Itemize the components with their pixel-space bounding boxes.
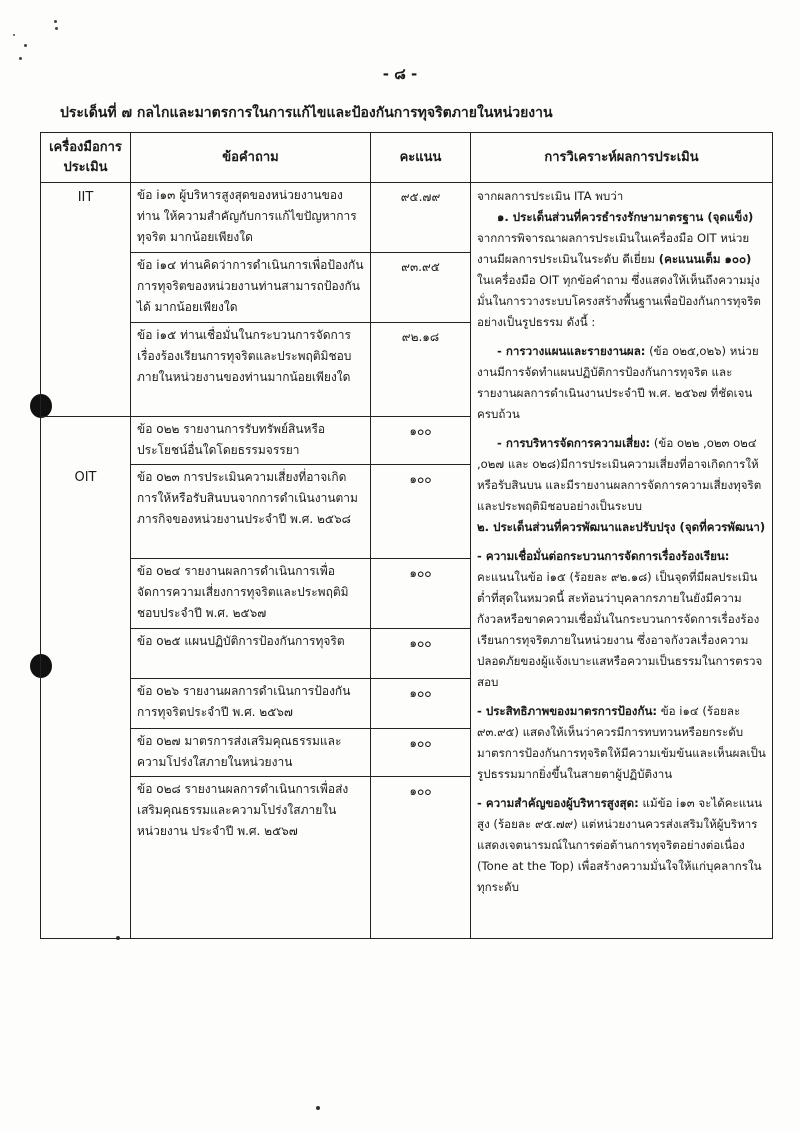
question-cell: ข้อ o๒๘ รายงานผลการดำเนินการเพื่อส่งเสริมคุณธรรมและความโปร่งใสภายในหน่วยงาน ประจำปี พ.ศ. ๒๕๖๗	[131, 777, 371, 939]
score-cell: ๑๐๐	[371, 559, 471, 629]
score-cell: ๙๒.๑๘	[371, 323, 471, 417]
strength-section	[477, 207, 766, 333]
evaluation-table	[40, 132, 773, 939]
question-cell: ข้อ i๑๔ ท่านคิดว่าการดำเนินการเพื่อป้องกันการทุจริตของหน่วยงานท่านสามารถป้องกันได้ มากน้อยเพียงใด	[131, 253, 371, 323]
scan-speck	[316, 1106, 320, 1110]
header-tool: เครื่องมือการประเมิน	[41, 133, 131, 183]
strength-title: ๑. ประเด็นส่วนที่ควรธำรงรักษามาตรฐาน (จุดแข็ง)	[497, 210, 754, 224]
bullet-planning-body: (ข้อ o๒๕,o๒๖) หน่วยงานมีการจัดทำแผนปฏิบัติการป้องกันการทุจริต และรายงานผลการดำเนินงานประจำปี พ.ศ. ๒๕๖๗ ที่ชัดเจน ครบถ้วน	[477, 344, 759, 421]
score-cell: ๑๐๐	[371, 417, 471, 465]
scan-speck	[54, 20, 57, 23]
question-cell: ข้อ o๒๓ การประเมินความเสี่ยงที่อาจเกิดการให้หรือรับสินบนจากการดำเนินงานตามภารกิจของหน่วยงานประจำปี พ.ศ. ๒๕๖๘	[131, 465, 371, 559]
score-cell: ๑๐๐	[371, 465, 471, 559]
bullet-planning	[477, 341, 766, 425]
page-number: - ๘ -	[382, 65, 418, 83]
question-cell: ข้อ i๑๕ ท่านเชื่อมั่นในกระบวนการจัดการเรื่องร้องเรียนการทุจริตและประพฤติมิชอบภายในหน่วยงานของท่านมากน้อยเพียงใด	[131, 323, 371, 417]
question-cell: ข้อ o๒๒ รายงานการรับทรัพย์สินหรือประโยชน์อื่นใดโดยธรรมจรรยา	[131, 417, 371, 465]
bullet-risk-title: - การบริหารจัดการความเสี่ยง:	[497, 436, 651, 450]
bullet-prevention-body: ข้อ i๑๔ (ร้อยละ ๙๓.๙๕) แสดงให้เห็นว่าควรมีการทบทวนหรือยกระดับมาตรการป้องกันการทุจริตให้มีความเข้มข้นและเห็นผลเป็นรูปธรรมมากยิ่งขึ้นในสายตาผู้ปฏิบัติงาน	[477, 704, 766, 781]
improve-section	[477, 517, 766, 538]
bullet-executive	[477, 793, 766, 898]
strength-body-2: ในเครื่องมือ OIT ทุกข้อคำถาม ซึ่งแสดงให้เห็นถึงความมุ่งมั่นในการวางระบบโครงสร้างพื้นฐานเพื่อป้องกันการทุจริตอย่างเป็นรูปธรรม ดังนี้ :	[477, 273, 761, 329]
scan-speck	[19, 57, 22, 60]
bullet-complaint	[477, 546, 766, 693]
scan-speck	[24, 44, 27, 47]
bullet-complaint-title: - ความเชื่อมั่นต่อกระบวนการจัดการเรื่องร้องเรียน:	[477, 549, 730, 563]
bullet-risk	[477, 433, 766, 517]
header-analysis: การวิเคราะห์ผลการประเมิน	[471, 133, 773, 183]
bullet-executive-title: - ความสำคัญของผู้บริหารสูงสุด:	[477, 796, 639, 810]
scan-speck	[55, 27, 58, 30]
section-heading: ประเด็นที่ ๗ กลไกและมาตรการในการแก้ไขและป้องกันการทุจริตภายในหน่วยงาน	[60, 105, 553, 121]
strength-body: จากการพิจารณาผลการประเมินในเครื่องมือ OIT หน่วยงานมีผลการประเมินในระดับ ดีเยี่ยม	[477, 231, 750, 266]
bullet-planning-title: - การวางแผนและรายงานผล:	[497, 344, 646, 358]
bullet-complaint-body: คะแนนในข้อ i๑๕ (ร้อยละ ๙๒.๑๘) เป็นจุดที่มีผลประเมินต่ำที่สุดในหมวดนี้ สะท้อนว่าบุคลากรภายในยังมีความกังวลหรือขาดความเชื่อมั่นในกระบวนการจัดการเรื่องร้องเรียนการทุจริตภายในหน่วยงาน ซึ่งอาจกังวลเรื่องความปลอดภัยของผู้แจ้งเบาะแสหรือความเป็นธรรมในการตรวจสอบ	[477, 570, 763, 689]
scan-speck	[13, 34, 15, 36]
strength-bold: (คะแนนเต็ม ๑๐๐)	[658, 252, 752, 266]
bullet-risk-body: (ข้อ o๒๒ ,o๒๓ o๒๔ ,o๒๗ และ o๒๘)มีการประเมินความเสี่ยงที่อาจเกิดการให้หรือรับสินบน และมีรายงานผลการจัดการความเสี่ยงทุจริตและประพฤติมิชอบอย่างเป็นระบบ	[477, 436, 762, 513]
question-cell: ข้อ o๒๗ มาตรการส่งเสริมคุณธรรมและความโปร่งใสภายในหน่วยงาน	[131, 729, 371, 777]
question-cell: ข้อ o๒๕ แผนปฏิบัติการป้องกันการทุจริต	[131, 629, 371, 679]
header-score: คะแนน	[371, 133, 471, 183]
analysis-intro: จากผลการประเมิน ITA พบว่า	[477, 189, 624, 203]
header-question: ข้อคำถาม	[131, 133, 371, 183]
bullet-executive-body: แม้ข้อ i๑๓ จะได้คะแนนสูง (ร้อยละ ๙๕.๗๙) แต่หน่วยงานควรส่งเสริมให้ผู้บริหารแสดงเจตนารมณ์ในการต่อต้านการทุจริตอย่างต่อเนื่อง (Tone at the Top) เพื่อสร้างความมั่นใจให้แก่บุคลากรในทุกระดับ	[477, 796, 763, 894]
score-cell: ๙๓.๙๕	[371, 253, 471, 323]
score-cell: ๑๐๐	[371, 777, 471, 939]
question-cell: ข้อ o๒๖ รายงานผลการดำเนินการป้องกันการทุจริตประจำปี พ.ศ. ๒๕๖๗	[131, 679, 371, 729]
score-cell: ๑๐๐	[371, 629, 471, 679]
score-cell: ๑๐๐	[371, 729, 471, 777]
score-cell: ๑๐๐	[371, 679, 471, 729]
score-cell: ๙๕.๗๙	[371, 183, 471, 253]
question-cell: ข้อ i๑๓ ผู้บริหารสูงสุดของหน่วยงานของท่าน ให้ความสำคัญกับการแก้ไขปัญหาการทุจริต มากน้อยเพียงใด	[131, 183, 371, 253]
question-cell: ข้อ o๒๔ รายงานผลการดำเนินการเพื่อจัดการความเสี่ยงการทุจริตและประพฤติมิชอบประจำปี พ.ศ. ๒๕๖๗	[131, 559, 371, 629]
tool-oit: OIT	[41, 417, 131, 939]
improve-title: ๒. ประเด็นส่วนที่ควรพัฒนาและปรับปรุง (จุดที่ควรพัฒนา)	[477, 520, 766, 534]
bullet-prevention-title: - ประสิทธิภาพของมาตรการป้องกัน:	[477, 704, 658, 718]
tool-iit: IIT	[41, 183, 131, 417]
bullet-prevention	[477, 701, 766, 785]
analysis-cell	[471, 183, 773, 939]
